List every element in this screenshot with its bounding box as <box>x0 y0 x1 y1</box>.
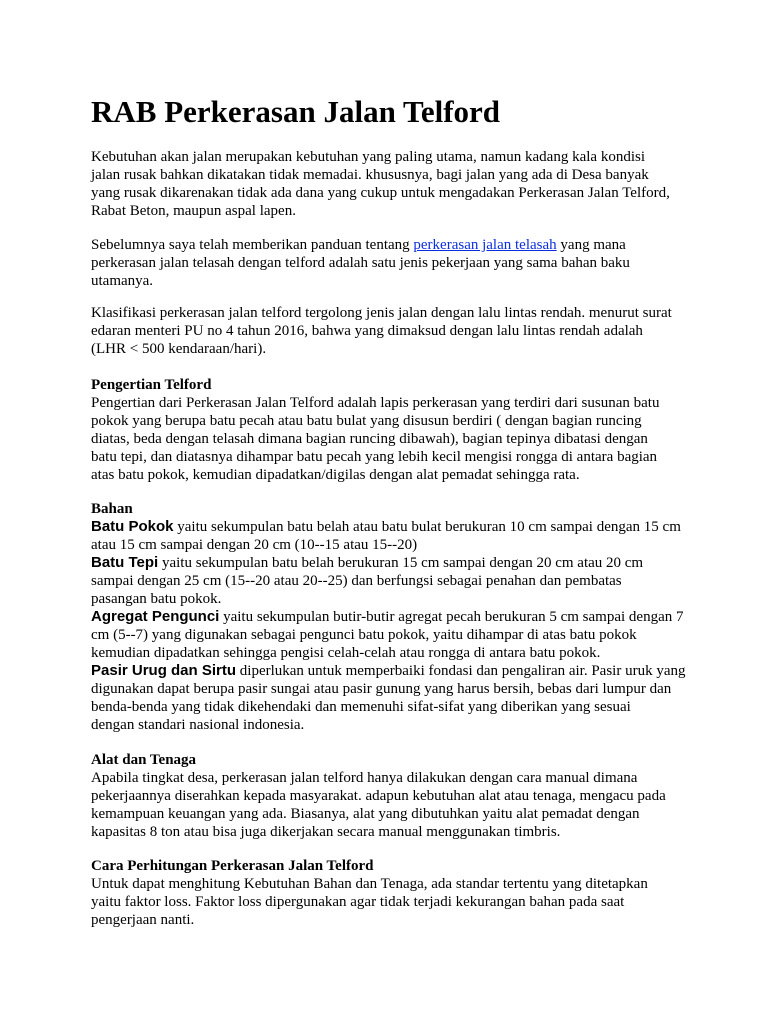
cara-heading: Cara Perhitungan Perkerasan Jalan Telford <box>91 858 374 874</box>
bahan-section <box>91 500 691 734</box>
agregat-text: yaitu sekumpulan butir-butir agregat pecah berukuran 5 cm sampai dengan 7 <box>219 609 684 625</box>
agregat-line: cm (5--7) yang digunakan sebagai pengunci batu pokok, yaitu dihampar di atas batu pokok <box>91 627 637 643</box>
pasir-line <box>91 662 691 680</box>
batu-tepi-text: yaitu sekumpulan batu belah berukuran 15 cm sampai dengan 20 cm atau 20 cm <box>158 555 644 571</box>
batu-pokok-line <box>91 518 691 536</box>
batu-pokok-text: yaitu sekumpulan batu belah atau batu bulat berukuran 10 cm sampai dengan 15 cm <box>173 519 681 535</box>
cara-line: yaitu faktor loss. Faktor loss dipergunakan agar tidak terjadi kekurangan bahan pada saat <box>91 894 625 910</box>
pengertian-line: Pengertian dari Perkerasan Jalan Telford adalah lapis perkerasan yang terdiri dari susunan batu <box>91 395 660 411</box>
klasifikasi-paragraph <box>91 304 691 358</box>
klasifikasi-line: (LHR < 500 kendaraan/hari). <box>91 341 267 357</box>
telasah-paragraph <box>91 236 691 290</box>
batu-pokok-line: atau 15 cm sampai dengan 20 cm (10--15 atau 15--20) <box>91 537 418 553</box>
pasir-line: benda-benda yang tidak dikehendaki dan memenuhi sifat-sifat yang diberikan yang sesuai <box>91 699 631 715</box>
telasah-text-after: yang mana <box>556 237 626 253</box>
intro-line: Kebutuhan akan jalan merupakan kebutuhan yang paling utama, namun kadang kala kondisi <box>91 149 645 165</box>
telasah-line: utamanya. <box>91 273 154 289</box>
telasah-text-before: Sebelumnya saya telah memberikan panduan tentang <box>91 237 414 253</box>
intro-line: Rabat Beton, maupun aspal lapen. <box>91 203 296 219</box>
pasir-term: Pasir Urug dan Sirtu <box>91 662 237 679</box>
alat-line: Apabila tingkat desa, perkerasan jalan telford hanya dilakukan dengan cara manual dimana <box>91 770 638 786</box>
pengertian-heading: Pengertian Telford <box>91 377 212 393</box>
pengertian-line: pokok yang berupa batu pecah atau batu bulat yang disusun berdiri ( dengan bagian runcing <box>91 413 642 429</box>
klasifikasi-line: edaran menteri PU no 4 tahun 2016, bahwa yang dimaksud dengan lalu lintas rendah adalah <box>91 323 643 339</box>
intro-paragraph <box>91 148 691 220</box>
pengertian-line: batu tepi, dan diatasnya dihampar batu pecah yang lebih kecil mengisi rongga di antara bagian <box>91 449 658 465</box>
pengertian-line: diatas, beda dengan telasah dimana bagian runcing dibawah), bagian tepinya dibatasi dengan <box>91 431 648 447</box>
batu-tepi-line <box>91 554 691 572</box>
perkerasan-telasah-link[interactable]: perkerasan jalan telasah <box>413 237 557 253</box>
batu-tepi-term: Batu Tepi <box>91 554 159 571</box>
pengertian-line: atas batu pokok, kemudian dipadatkan/digilas dengan alat pemadat sehingga rata. <box>91 467 580 483</box>
intro-line: jalan rusak bahkan dikatakan tidak memadai. khususnya, bagi jalan yang ada di Desa banyak <box>91 167 649 183</box>
alat-line: kapasitas 8 ton atau bisa juga dikerjakan secara manual menggunakan timbris. <box>91 824 561 840</box>
pengertian-section <box>91 376 691 484</box>
telasah-line: perkerasan jalan telasah dengan telford adalah satu jenis pekerjaan yang sama bahan baku <box>91 255 630 271</box>
agregat-term: Agregat Pengunci <box>91 608 220 625</box>
batu-pokok-term: Batu Pokok <box>91 518 174 535</box>
alat-line: kemampuan keuangan yang ada. Biasanya, alat yang dibutuhkan yaitu alat pemadat dengan <box>91 806 640 822</box>
bahan-heading: Bahan <box>91 501 133 517</box>
alat-line: pekerjaannya diserahkan kepada masyarakat. adapun kebutuhan alat atau tenaga, mengacu pada <box>91 788 666 804</box>
agregat-line: kemudian dipadatkan sehingga pengisi celah-celah atau rongga di antara batu pokok. <box>91 645 601 661</box>
klasifikasi-line: Klasifikasi perkerasan jalan telford tergolong jenis jalan dengan lalu lintas rendah. menurut surat <box>91 305 672 321</box>
batu-tepi-line: sampai dengan 25 cm (15--20 atau 20--25) dan berfungsi sebagai penahan dan pembatas <box>91 573 622 589</box>
agregat-line <box>91 608 691 626</box>
cara-line: pengerjaan nanti. <box>91 912 195 928</box>
alat-section <box>91 751 691 841</box>
intro-line: yang rusak dikarenakan tidak ada dana yang cukup untuk mengadakan Perkerasan Jalan Telford, <box>91 185 670 201</box>
batu-tepi-line: pasangan batu pokok. <box>91 591 222 607</box>
alat-heading: Alat dan Tenaga <box>91 752 197 768</box>
cara-section <box>91 857 691 929</box>
cara-line: Untuk dapat menghitung Kebutuhan Bahan dan Tenaga, ada standar tertentu yang ditetapkan <box>91 876 648 892</box>
pasir-text: diperlukan untuk memperbaiki fondasi dan pengaliran air. Pasir uruk yang <box>236 663 686 679</box>
pasir-line: digunakan dapat berupa pasir sungai atau pasir gunung yang harus bersih, bebas dari lumpur dan <box>91 681 672 697</box>
telasah-line <box>91 236 691 254</box>
page-title: RAB Perkerasan Jalan Telford <box>91 94 501 129</box>
pasir-line: dengan standari nasional indonesia. <box>91 717 305 733</box>
